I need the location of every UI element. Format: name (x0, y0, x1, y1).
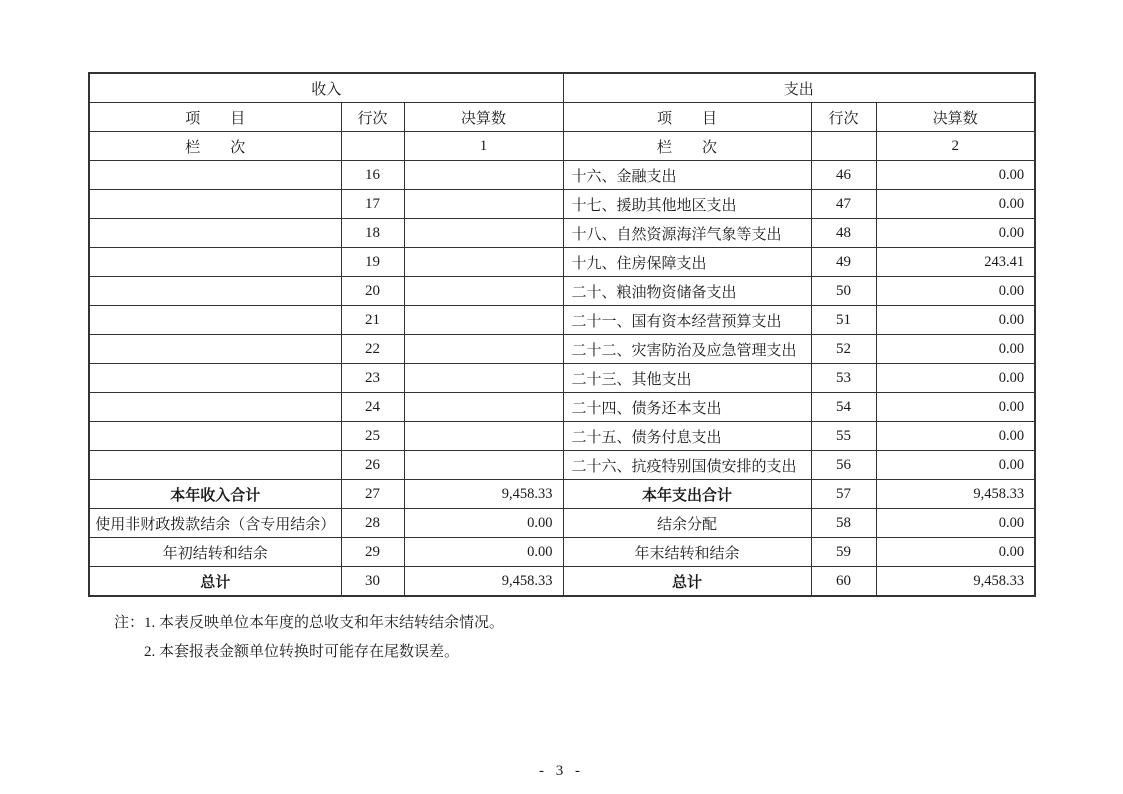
income-amount-cell: 9,458.33 (404, 567, 563, 597)
income-amount-cell (404, 364, 563, 393)
income-amount-cell (404, 219, 563, 248)
income-line-cell: 29 (341, 538, 404, 567)
income-lanci-label: 栏 次 (89, 132, 341, 161)
expense-item-cell: 二十一、国有资本经营预算支出 (563, 306, 811, 335)
income-amount-column-header: 决算数 (404, 103, 563, 132)
table-row (89, 248, 1035, 277)
expense-item-column-header: 项 目 (563, 103, 811, 132)
table-row (89, 451, 1035, 480)
income-item-column-header: 项 目 (89, 103, 341, 132)
income-lanci-blank (341, 132, 404, 161)
expense-amount-cell: 0.00 (876, 306, 1035, 335)
income-item-cell (89, 306, 341, 335)
income-amount-cell (404, 451, 563, 480)
income-item-cell (89, 190, 341, 219)
table-row (89, 219, 1035, 248)
expense-item-cell: 二十、粮油物资储备支出 (563, 277, 811, 306)
income-amount-cell (404, 393, 563, 422)
income-item-cell (89, 422, 341, 451)
income-item-cell: 总计 (89, 567, 341, 597)
expense-line-cell: 56 (811, 451, 876, 480)
income-amount-cell (404, 335, 563, 364)
expense-item-cell: 二十四、债务还本支出 (563, 393, 811, 422)
expense-amount-cell: 9,458.33 (876, 567, 1035, 597)
table-row (89, 393, 1035, 422)
income-expense-summary-table (88, 72, 1036, 597)
expense-line-cell: 54 (811, 393, 876, 422)
expense-line-cell: 47 (811, 190, 876, 219)
income-line-cell: 27 (341, 480, 404, 509)
income-line-cell: 20 (341, 277, 404, 306)
expense-lanci-label: 栏 次 (563, 132, 811, 161)
expense-item-cell: 二十六、抗疫特别国债安排的支出 (563, 451, 811, 480)
income-item-cell (89, 161, 341, 190)
expense-item-cell: 二十三、其他支出 (563, 364, 811, 393)
page-number: - 3 - (539, 763, 584, 779)
expense-amount-cell: 0.00 (876, 451, 1035, 480)
expense-amount-cell: 0.00 (876, 364, 1035, 393)
section-header-row (89, 73, 1035, 103)
table-row (89, 335, 1035, 364)
expense-amount-cell: 0.00 (876, 190, 1035, 219)
footnote-1: 注：1. 本表反映单位本年度的总收支和年末结转结余情况。 (114, 615, 505, 631)
expense-line-cell: 50 (811, 277, 876, 306)
expense-lanci-blank (811, 132, 876, 161)
expense-item-cell: 十七、援助其他地区支出 (563, 190, 811, 219)
expense-item-cell: 十六、金融支出 (563, 161, 811, 190)
income-amount-cell (404, 422, 563, 451)
column-header-row (89, 103, 1035, 132)
table-row (89, 277, 1035, 306)
column-index-row (89, 132, 1035, 161)
expense-line-cell: 58 (811, 509, 876, 538)
income-line-cell: 25 (341, 422, 404, 451)
income-item-cell (89, 335, 341, 364)
income-line-cell: 28 (341, 509, 404, 538)
income-line-cell: 24 (341, 393, 404, 422)
table-row (89, 480, 1035, 509)
income-item-cell (89, 451, 341, 480)
table-row (89, 364, 1035, 393)
income-line-cell: 21 (341, 306, 404, 335)
expense-amount-cell: 0.00 (876, 538, 1035, 567)
expense-line-cell: 52 (811, 335, 876, 364)
expense-item-cell: 年末结转和结余 (563, 538, 811, 567)
expense-amount-cell: 0.00 (876, 509, 1035, 538)
income-line-no-column-header: 行次 (341, 103, 404, 132)
expense-amount-cell: 0.00 (876, 393, 1035, 422)
table-row (89, 538, 1035, 567)
expense-line-cell: 55 (811, 422, 876, 451)
income-line-cell: 23 (341, 364, 404, 393)
table-body (89, 161, 1035, 597)
table-row (89, 161, 1035, 190)
income-line-cell: 19 (341, 248, 404, 277)
expense-amount-cell: 0.00 (876, 422, 1035, 451)
expense-amount-cell: 0.00 (876, 335, 1035, 364)
income-line-cell: 22 (341, 335, 404, 364)
income-amount-cell (404, 190, 563, 219)
expense-col-index: 2 (876, 132, 1035, 161)
table-row (89, 567, 1035, 597)
income-amount-cell: 0.00 (404, 538, 563, 567)
income-item-cell (89, 364, 341, 393)
expense-line-cell: 60 (811, 567, 876, 597)
income-amount-cell (404, 306, 563, 335)
expense-item-cell: 十八、自然资源海洋气象等支出 (563, 219, 811, 248)
expense-amount-cell: 243.41 (876, 248, 1035, 277)
income-line-cell: 26 (341, 451, 404, 480)
income-amount-cell (404, 248, 563, 277)
expense-line-cell: 46 (811, 161, 876, 190)
expense-amount-cell: 0.00 (876, 277, 1035, 306)
footnote-2: 2. 本套报表金额单位转换时可能存在尾数误差。 (144, 644, 460, 660)
income-item-cell (89, 393, 341, 422)
expense-item-cell: 十九、住房保障支出 (563, 248, 811, 277)
table-row (89, 509, 1035, 538)
expense-line-cell: 53 (811, 364, 876, 393)
table-row (89, 190, 1035, 219)
expense-line-cell: 48 (811, 219, 876, 248)
expense-amount-column-header: 决算数 (876, 103, 1035, 132)
expense-line-cell: 51 (811, 306, 876, 335)
expense-amount-cell: 0.00 (876, 219, 1035, 248)
table-row (89, 422, 1035, 451)
income-item-cell (89, 277, 341, 306)
income-section-header: 收入 (89, 73, 563, 103)
expense-line-cell: 49 (811, 248, 876, 277)
expense-section-header: 支出 (563, 73, 1035, 103)
income-amount-cell (404, 161, 563, 190)
expense-item-cell: 结余分配 (563, 509, 811, 538)
income-amount-cell: 9,458.33 (404, 480, 563, 509)
income-item-cell (89, 248, 341, 277)
income-line-cell: 30 (341, 567, 404, 597)
income-line-cell: 16 (341, 161, 404, 190)
income-item-cell (89, 219, 341, 248)
income-line-cell: 18 (341, 219, 404, 248)
expense-item-cell: 二十二、灾害防治及应急管理支出 (563, 335, 811, 364)
income-item-cell: 年初结转和结余 (89, 538, 341, 567)
expense-item-cell: 二十五、债务付息支出 (563, 422, 811, 451)
expense-item-cell: 本年支出合计 (563, 480, 811, 509)
expense-line-no-column-header: 行次 (811, 103, 876, 132)
table-row (89, 306, 1035, 335)
income-item-cell: 使用非财政拨款结余（含专用结余） (89, 509, 341, 538)
income-amount-cell: 0.00 (404, 509, 563, 538)
expense-line-cell: 57 (811, 480, 876, 509)
income-line-cell: 17 (341, 190, 404, 219)
expense-line-cell: 59 (811, 538, 876, 567)
income-amount-cell (404, 277, 563, 306)
income-item-cell: 本年收入合计 (89, 480, 341, 509)
expense-amount-cell: 9,458.33 (876, 480, 1035, 509)
expense-amount-cell: 0.00 (876, 161, 1035, 190)
income-col-index: 1 (404, 132, 563, 161)
expense-item-cell: 总计 (563, 567, 811, 597)
